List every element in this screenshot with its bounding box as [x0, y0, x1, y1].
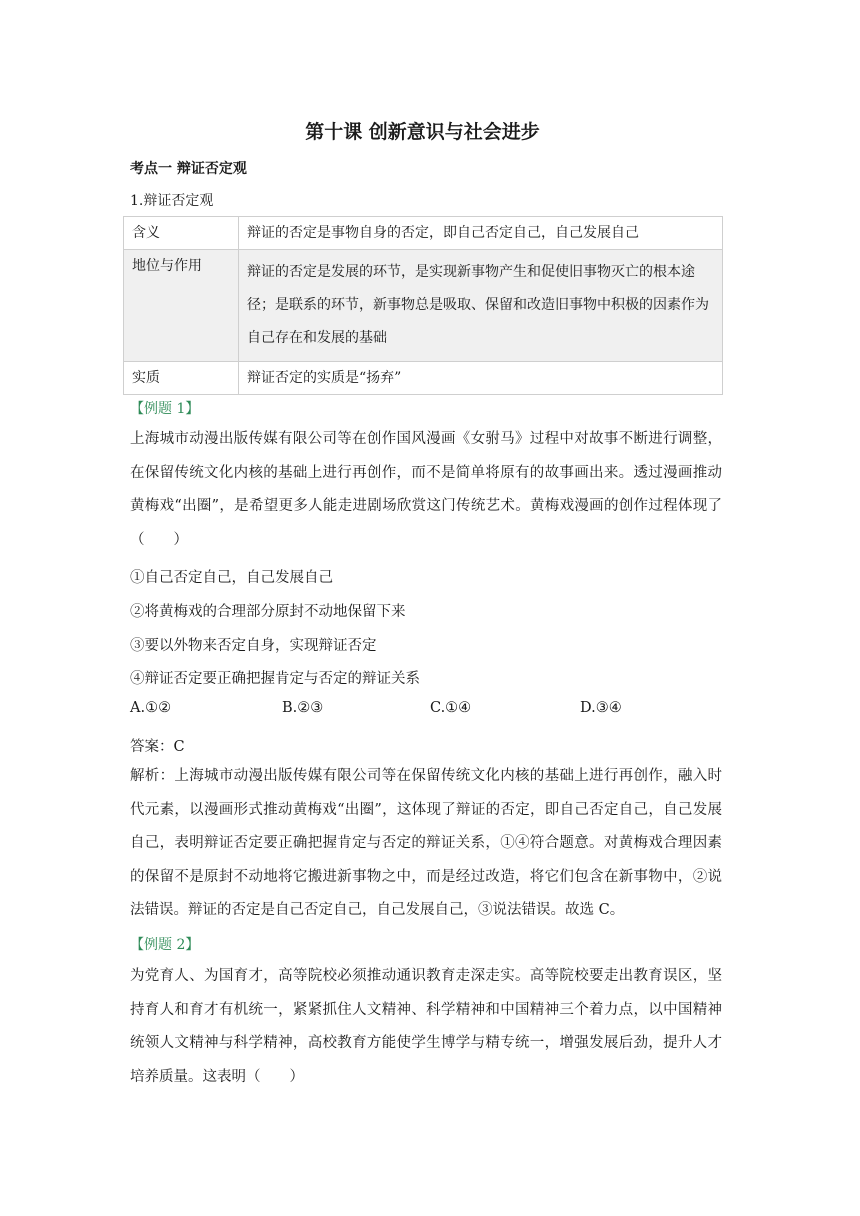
example-2-stem: 为党育人、为国育才，高等院校必须推动通识教育走深走实。高等院校要走出教育误区，坚持育人和育才有机统一，紧紧抓住人文精神、科学精神和中国精神三个着力点，以中国精神统领人文精神与科学精神，高校教育方能使学生博学与精专统一，增强发展后劲，提升人才培养质量。这表明（ ） — [130, 968, 722, 1085]
table-key: 地位与作用 — [124, 250, 239, 362]
example-1-item: ①自己否定自己，自己发展自己 — [130, 570, 333, 586]
example-2-label: 【例题 2】 — [130, 937, 200, 953]
table-row — [124, 362, 723, 395]
table-row — [124, 217, 723, 250]
subheading: 1.辩证否定观 — [130, 193, 214, 209]
example-1-label: 【例题 1】 — [130, 401, 200, 417]
example-1-analysis: 解析：上海城市动漫出版传媒有限公司等在保留传统文化内核的基础上进行再创作，融入时代元素，以漫画形式推动黄梅戏“出圈”，这体现了辩证的否定，即自己否定自己，自己发展自己，表明辩证否定要正确把握肯定与否定的辩证关系，①④符合题意。对黄梅戏合理因素的保留不是原封不动地将它搬进新事物之中，而是经过改造，将它们包含在新事物中，②说法错误。辩证的否定是自己否定自己，自己发展自己，③说法错误。故选 C。 — [130, 768, 722, 918]
table-value: 辩证的否定是发展的环节，是实现新事物产生和促使旧事物灭亡的根本途径；是联系的环节，新事物总是吸取、保留和改造旧事物中积极的因素作为自己存在和发展的基础 — [239, 250, 723, 362]
option-b: B.②③ — [282, 700, 324, 716]
example-1-item: ③要以外物来否定自身，实现辩证否定 — [130, 638, 377, 654]
example-1-answer: 答案：C — [130, 739, 185, 755]
option-c: C.①④ — [430, 700, 472, 716]
table-row — [124, 250, 723, 362]
example-1-item: ④辩证否定要正确把握肯定与否定的辩证关系 — [130, 671, 420, 687]
table-key: 实质 — [124, 362, 239, 395]
option-a: A.①② — [130, 700, 172, 716]
table-value: 辩证否定的实质是“扬弃” — [239, 362, 723, 395]
concept-table — [123, 216, 723, 395]
example-1-item: ②将黄梅戏的合理部分原封不动地保留下来 — [130, 604, 406, 620]
lesson-title: 第十课 创新意识与社会进步 — [305, 121, 540, 143]
table-value: 辩证的否定是事物自身的否定，即自己否定自己，自己发展自己 — [239, 217, 723, 250]
example-1-stem: 上海城市动漫出版传媒有限公司等在创作国风漫画《女驸马》过程中对故事不断进行调整，在保留传统文化内核的基础上进行再创作，而不是简单将原有的故事画出来。透过漫画推动黄梅戏“出圈”，是希望更多人能走进剧场欣赏这门传统艺术。黄梅戏漫画的创作过程体现了（ ） — [130, 431, 722, 548]
table-key: 含义 — [124, 217, 239, 250]
section-heading: 考点一 辩证否定观 — [130, 161, 247, 177]
option-d: D.③④ — [580, 700, 622, 716]
